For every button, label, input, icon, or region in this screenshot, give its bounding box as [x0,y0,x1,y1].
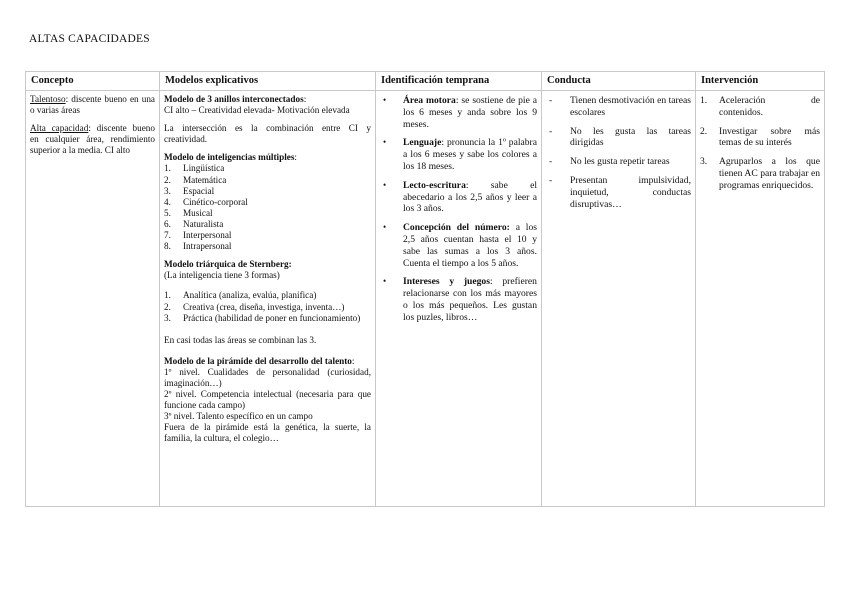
list-item [164,290,371,301]
item-number: 7. [164,230,171,241]
bullet-icon: • [383,179,387,190]
item-text: Creativa (crea, diseña, investiga, inventa…) [183,301,345,312]
colon: : [351,355,355,366]
item-number: 1. [700,95,708,106]
intervencion-item [700,95,820,119]
item-text: Matemática [183,174,227,185]
modelo-3-anillos-note: La intersección es la combinación entre CI y creatividad. [164,123,371,145]
modelo-im-title: Modelo de inteligencias múltiples [164,152,295,163]
cell-conducta [542,91,696,507]
sternberg-list [164,290,371,323]
intervencion-list [700,95,820,192]
table-row [26,91,825,507]
list-item [164,241,371,252]
conducta-item [546,126,691,150]
identificacion-item [380,137,537,172]
identificacion-item [380,276,537,323]
list-item [164,186,371,197]
item-body: : sabe el abecedario a los 2,5 años y leer a los 3 años. [403,179,537,215]
list-item [164,302,371,313]
header-modelos: Modelos explicativos [160,72,376,91]
altas-capacidades-table [25,71,825,507]
modelo-inteligencias-multiples [164,152,371,252]
conducta-list [546,95,691,210]
item-number: 6. [164,218,171,229]
item-number: 5. [164,207,171,218]
item-label: Intereses y juegos [403,276,490,288]
item-text: Intrapersonal [183,241,232,252]
modelo-3-anillos-text: CI alto – Creatividad elevada- Motivación elevada [164,105,350,116]
modelo-piramide-title: Modelo de la pirámide del desarrollo del talento [164,355,352,366]
cell-identificacion [376,91,542,507]
item-number: 2. [700,125,708,137]
item-text: No les gusta repetir tareas [570,156,670,168]
item-label: Lenguaje [403,137,442,149]
intervencion-item [700,126,820,150]
item-number: 8. [164,241,171,252]
bullet-icon: • [383,137,387,148]
item-number: 2. [164,301,171,312]
item-text [403,137,537,172]
conducta-item [546,95,691,119]
item-number: 3. [164,185,171,196]
item-body: a los 2,5 años cuentan hasta el 10 y sabe las sumas a los 3 años. Cuenta el tiempo a los 5 años. [403,222,537,269]
item-text: Presentan impulsividad, inquietud, conductas disruptivas… [570,174,691,210]
modelo-piramide [164,356,371,445]
item-number: 3. [700,156,708,168]
item-text: Aceleración de contenidos. [719,95,820,118]
cell-intervencion [696,91,825,507]
term-talentoso: Talentoso [30,94,66,104]
list-item [164,219,371,230]
header-concepto: Concepto [26,72,160,91]
inteligencias-list [164,163,371,252]
concepto-alta-capacidad [30,123,155,156]
def-talentoso: : discente bueno en una o varias áreas [30,94,155,116]
item-text: Analítica (analiza, evalúa, planifica) [183,290,317,301]
item-body: : pronuncia la 1º palabra a los 6 meses y sabe los colores a los 18 meses. [403,137,537,172]
item-text: No les gusta las tareas dirigidas [570,125,691,149]
bullet-icon: • [383,222,387,233]
item-label: Lecto-escritura [403,179,466,191]
document-title: ALTAS CAPACIDADES [29,33,150,45]
conducta-item [546,175,691,210]
item-text: Espacial [183,185,215,196]
dash-icon: - [549,174,553,186]
item-text: Interpersonal [183,230,232,241]
piramide-nivel-1: 1º nivel. Cualidades de personalidad (curiosidad, imaginación…) [164,366,371,388]
item-text [403,222,537,269]
header-intervencion: Intervención [696,72,825,91]
list-item [164,163,371,174]
item-text [403,95,537,130]
table-header-row [26,72,825,91]
item-text: Agruparlos a los que tienen AC para trabajar en programas enriquecidos. [719,156,820,191]
item-text [403,276,537,323]
item-number: 4. [164,196,171,207]
modelo-sternberg-sub: (La inteligencia tiene 3 formas) [164,270,280,281]
item-text: Tienen desmotivación en tareas escolares [570,95,691,118]
bullet-icon: • [383,95,387,105]
list-item [164,208,371,219]
modelo-3-anillos [164,94,371,116]
list-item [164,175,371,186]
dash-icon: - [549,156,553,168]
identificacion-item [380,222,537,269]
cell-concepto [26,91,160,507]
def-alta-capacidad: : discente bueno en cualquier área, rendimiento superior a la media. CI alto [30,123,155,156]
item-text: Lingüística [183,163,225,174]
identificacion-item [380,180,537,215]
item-body: : se sostiene de pie a los 6 meses y anda sobre los 9 meses. [403,95,537,130]
item-number: 3. [164,312,171,323]
colon: : [294,152,297,163]
modelo-sternberg-title: Modelo triárquica de Sternberg: [164,259,292,270]
identificacion-list [380,95,537,324]
item-text: Naturalista [183,218,224,229]
item-text: Investigar sobre más temas de su interés [719,125,820,149]
bullet-icon: • [383,276,387,287]
item-label: Área motora [403,95,456,106]
dash-icon: - [549,125,553,137]
list-item [164,230,371,241]
list-item [164,197,371,208]
modelo-3-anillos-title: Modelo de 3 anillos interconectados [164,94,304,104]
piramide-nivel-3: 3º nivel. Talento específico en un campo [164,411,313,422]
item-number: 1. [164,163,171,174]
cell-modelos [160,91,376,507]
dash-icon: - [549,95,553,106]
piramide-nivel-2: 2º nivel. Competencia intelectual (necesaria para que funcione cada campo) [164,389,371,411]
conducta-item [546,156,691,168]
term-alta-capacidad: Alta capacidad [30,123,89,134]
item-text: Cinético-corporal [183,196,248,207]
modelo-sternberg [164,259,371,281]
item-text [403,180,537,215]
item-text: Musical [183,207,213,218]
item-body: : prefieren relacionarse con los más mayores o los más pequeños. Les gustan los puzles, libros… [403,276,537,323]
concepto-talentoso [30,94,155,116]
identificacion-item [380,95,537,130]
item-text: Práctica (habilidad de poner en funcionamiento) [183,312,361,323]
list-item [164,313,371,324]
header-conducta: Conducta [542,72,696,91]
intervencion-item [700,156,820,191]
piramide-fuera: Fuera de la pirámide está la genética, la suerte, la familia, la cultura, el colegio… [164,422,371,444]
item-label: Concepción del número: [403,222,510,234]
header-identificacion: Identificación temprana [376,72,542,91]
item-number: 1. [164,290,171,301]
sternberg-note: En casi todas las áreas se combinan las 3. [164,334,317,345]
colon: : [303,94,307,104]
item-number: 2. [164,174,171,185]
